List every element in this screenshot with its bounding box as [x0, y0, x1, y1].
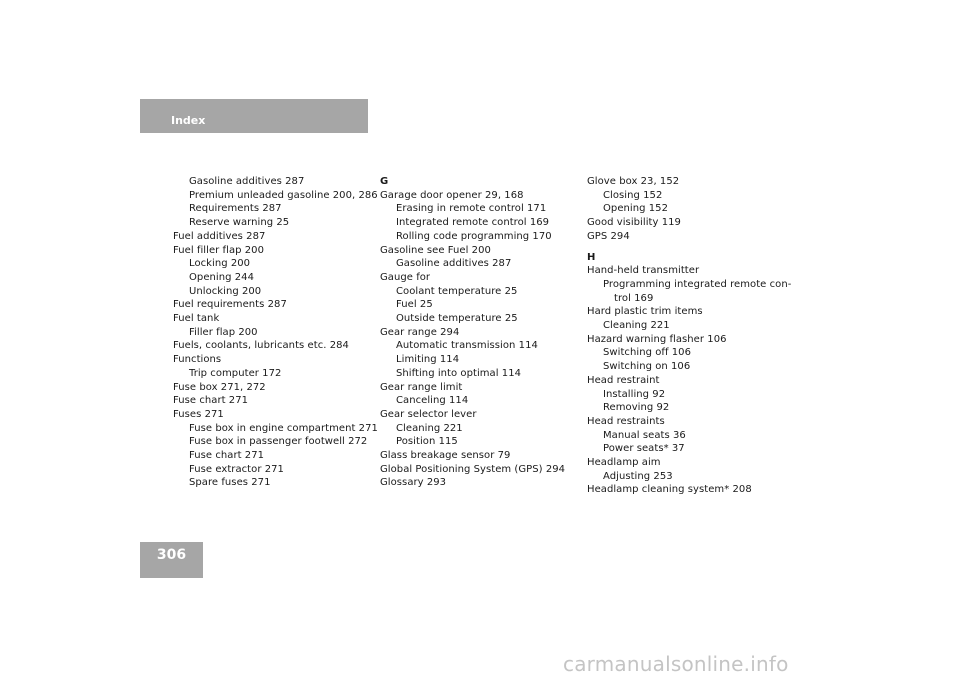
index-subentry: Erasing in remote control 171	[396, 203, 547, 215]
index-subentry: Cleaning 221	[396, 422, 463, 434]
index-entry: Fuels, coolants, lubricants etc. 284	[173, 340, 349, 352]
index-subentry: Spare fuses 271	[189, 477, 271, 489]
index-entry: Garage door opener 29, 168	[380, 189, 524, 201]
index-entry: Glove box 23, 152	[587, 176, 680, 187]
section-title: Index	[171, 114, 206, 127]
index-subentry: Installing 92	[603, 388, 666, 400]
index-entry: Gear selector lever	[380, 408, 477, 420]
index-subentry: Integrated remote control 169	[396, 217, 550, 229]
index-entry: Global Positioning System (GPS) 294	[380, 463, 566, 475]
index-subentry: Adjusting 253	[603, 470, 673, 482]
index-subentry: Manual seats 36	[603, 429, 686, 441]
index-subentry: Outside temperature 25	[396, 313, 518, 325]
index-subentry: Power seats* 37	[603, 443, 685, 455]
index-column-3	[587, 175, 792, 497]
index-entry: Gear range limit	[380, 381, 463, 393]
index-letter-heading: H	[587, 251, 596, 263]
index-subentry: Filler flap 200	[189, 326, 258, 338]
index-subentry: Programming integrated remote con-	[603, 278, 792, 290]
index-subentry: Fuse box in engine compartment 271	[189, 422, 378, 434]
index-entry: Glass breakage sensor 79	[380, 450, 511, 462]
index-subentry: Trip computer 172	[189, 367, 282, 379]
index-entry: Fuses 271	[173, 408, 224, 420]
index-subentry: Rolling code programming 170	[396, 230, 552, 242]
index-subentry: Automatic transmission 114	[396, 340, 538, 352]
index-entry: GPS 294	[587, 230, 630, 242]
index-entry: Fuel additives 287	[173, 230, 266, 242]
index-subentry: Reserve warning 25	[189, 217, 290, 229]
index-subentry: Opening 244	[189, 271, 254, 283]
index-subentry: Fuse chart 271	[189, 450, 265, 462]
index-subentry: Opening 152	[603, 203, 668, 215]
index-subentry: Unlocking 200	[189, 285, 262, 297]
index-subentry: Premium unleaded gasoline 200, 286	[189, 189, 378, 201]
index-subentry-continued: trol 169	[614, 292, 654, 304]
index-subentry: Requirements 287	[189, 203, 282, 215]
index-subentry: Removing 92	[603, 402, 670, 414]
index-column-1	[173, 175, 378, 490]
index-subentry: Locking 200	[189, 258, 251, 270]
index-entry: Head restraint	[587, 374, 660, 386]
index-subentry: Fuse extractor 271	[189, 463, 284, 475]
index-subentry: Fuel 25	[396, 299, 433, 311]
index-subentry: Cleaning 221	[603, 320, 670, 332]
index-subentry: Closing 152	[603, 189, 663, 201]
index-subentry: Shifting into optimal 114	[396, 367, 522, 379]
index-entry: Fuel requirements 287	[173, 299, 287, 311]
index-subentry: Limiting 114	[396, 354, 460, 366]
entry-gap	[587, 244, 792, 251]
index-entry: Headlamp aim	[587, 457, 661, 469]
index-subentry: Gasoline additives 287	[189, 176, 305, 187]
index-entry: Hazard warning flasher 106	[587, 333, 727, 345]
index-entry: Headlamp cleaning system* 208	[587, 484, 752, 496]
index-subentry: Gasoline additives 287	[396, 258, 512, 270]
index-entry: Fuel filler flap 200	[173, 244, 264, 256]
index-entry: Hard plastic trim items	[587, 306, 703, 318]
index-entry: Glossary 293	[380, 477, 447, 489]
index-entry: Head restraints	[587, 415, 665, 427]
index-entry: Fuse chart 271	[173, 395, 249, 407]
section-header-tab	[140, 99, 368, 133]
index-subentry: Fuse box in passenger footwell 272	[189, 436, 368, 448]
index-entry: Hand-held transmitter	[587, 265, 700, 277]
index-entry: Good visibility 119	[587, 217, 681, 229]
index-subentry: Switching off 106	[603, 347, 691, 359]
index-column-2	[380, 175, 580, 490]
page-number: 306	[140, 542, 203, 578]
index-entry: Gauge for	[380, 271, 431, 283]
watermark: carmanualsonline.info	[563, 652, 789, 676]
index-letter-heading: G	[380, 176, 389, 187]
index-entry: Fuel tank	[173, 313, 220, 325]
index-entry: Gasoline see Fuel 200	[380, 244, 491, 256]
index-subentry: Position 115	[396, 436, 458, 448]
index-subentry: Switching on 106	[603, 361, 691, 373]
index-entry: Gear range 294	[380, 326, 460, 338]
index-entry: Fuse box 271, 272	[173, 381, 266, 393]
index-subentry: Canceling 114	[396, 395, 469, 407]
index-entry: Functions	[173, 354, 222, 366]
index-subentry: Coolant temperature 25	[396, 285, 518, 297]
